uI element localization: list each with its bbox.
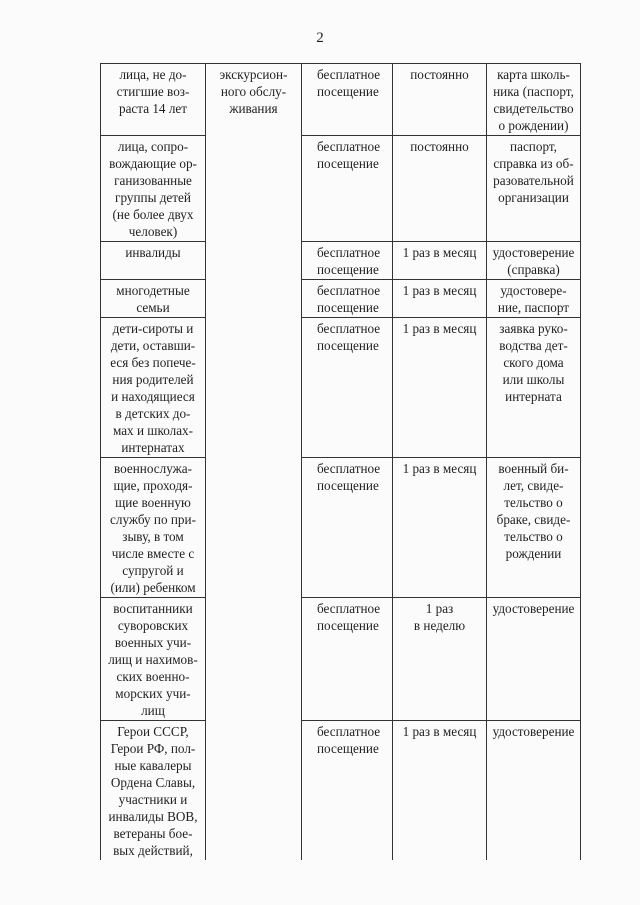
page-number: 2 xyxy=(316,30,324,46)
category-cell: лица, сопро- вождающие ор- ганизованные группы детей (не более двух человек) xyxy=(101,136,206,242)
visit-type-cell: бесплатное посещение xyxy=(302,721,393,861)
document-cell: удостоверение xyxy=(487,721,581,861)
frequency-cell: 1 раз в месяц xyxy=(393,721,487,861)
visit-type-cell: бесплатное посещение xyxy=(302,64,393,136)
document-cell: военный би- лет, свиде- тельство о браке, свиде- тельство о рождении xyxy=(487,458,581,598)
visit-type-cell: бесплатное посещение xyxy=(302,280,393,318)
document-cell: карта школь- ника (паспорт, свидетельство о рождении) xyxy=(487,64,581,136)
frequency-cell: постоянно xyxy=(393,64,487,136)
visit-type-cell: бесплатное посещение xyxy=(302,598,393,721)
frequency-cell: постоянно xyxy=(393,136,487,242)
category-cell: дети-сироты и дети, оставши- еся без попече- ния родителей и находящиеся в детских до- мах и школах- интернатах xyxy=(101,318,206,458)
category-cell: Герои СССР, Герои РФ, пол- ные кавалеры Ордена Славы, участники и инвалиды ВОВ, ветераны бое- вых действий, xyxy=(101,721,206,861)
table-row xyxy=(101,598,581,721)
frequency-cell: 1 раз в месяц xyxy=(393,242,487,280)
benefits-table xyxy=(100,63,581,860)
service-cell: экскурсион- ного обслу- живания xyxy=(206,64,302,861)
document-cell: заявка руко- водства дет- ского дома или школы интерната xyxy=(487,318,581,458)
category-cell: лица, не до- стигшие воз- раста 14 лет xyxy=(101,64,206,136)
visit-type-cell: бесплатное посещение xyxy=(302,136,393,242)
frequency-cell: 1 раз в неделю xyxy=(393,598,487,721)
table-row xyxy=(101,280,581,318)
frequency-cell: 1 раз в месяц xyxy=(393,318,487,458)
table-row xyxy=(101,458,581,598)
frequency-cell: 1 раз в месяц xyxy=(393,280,487,318)
document-cell: удостоверение (справка) xyxy=(487,242,581,280)
frequency-cell: 1 раз в месяц xyxy=(393,458,487,598)
table-row xyxy=(101,721,581,861)
visit-type-cell: бесплатное посещение xyxy=(302,458,393,598)
category-cell: инвалиды xyxy=(101,242,206,280)
visit-type-cell: бесплатное посещение xyxy=(302,242,393,280)
category-cell: воспитанники суворовских военных учи- лищ и нахимов- ских военно- морских учи- лищ xyxy=(101,598,206,721)
table-row xyxy=(101,242,581,280)
category-cell: многодетные семьи xyxy=(101,280,206,318)
document-cell: удостовере- ние, паспорт xyxy=(487,280,581,318)
visit-type-cell: бесплатное посещение xyxy=(302,318,393,458)
document-cell: паспорт, справка из об- разовательной организации xyxy=(487,136,581,242)
table-row xyxy=(101,318,581,458)
document-cell: удостоверение xyxy=(487,598,581,721)
table-row xyxy=(101,136,581,242)
category-cell: военнослужа- щие, проходя- щие военную службу по при- зыву, в том числе вместе с супругой и (или) ребенком xyxy=(101,458,206,598)
table-row xyxy=(101,64,581,136)
